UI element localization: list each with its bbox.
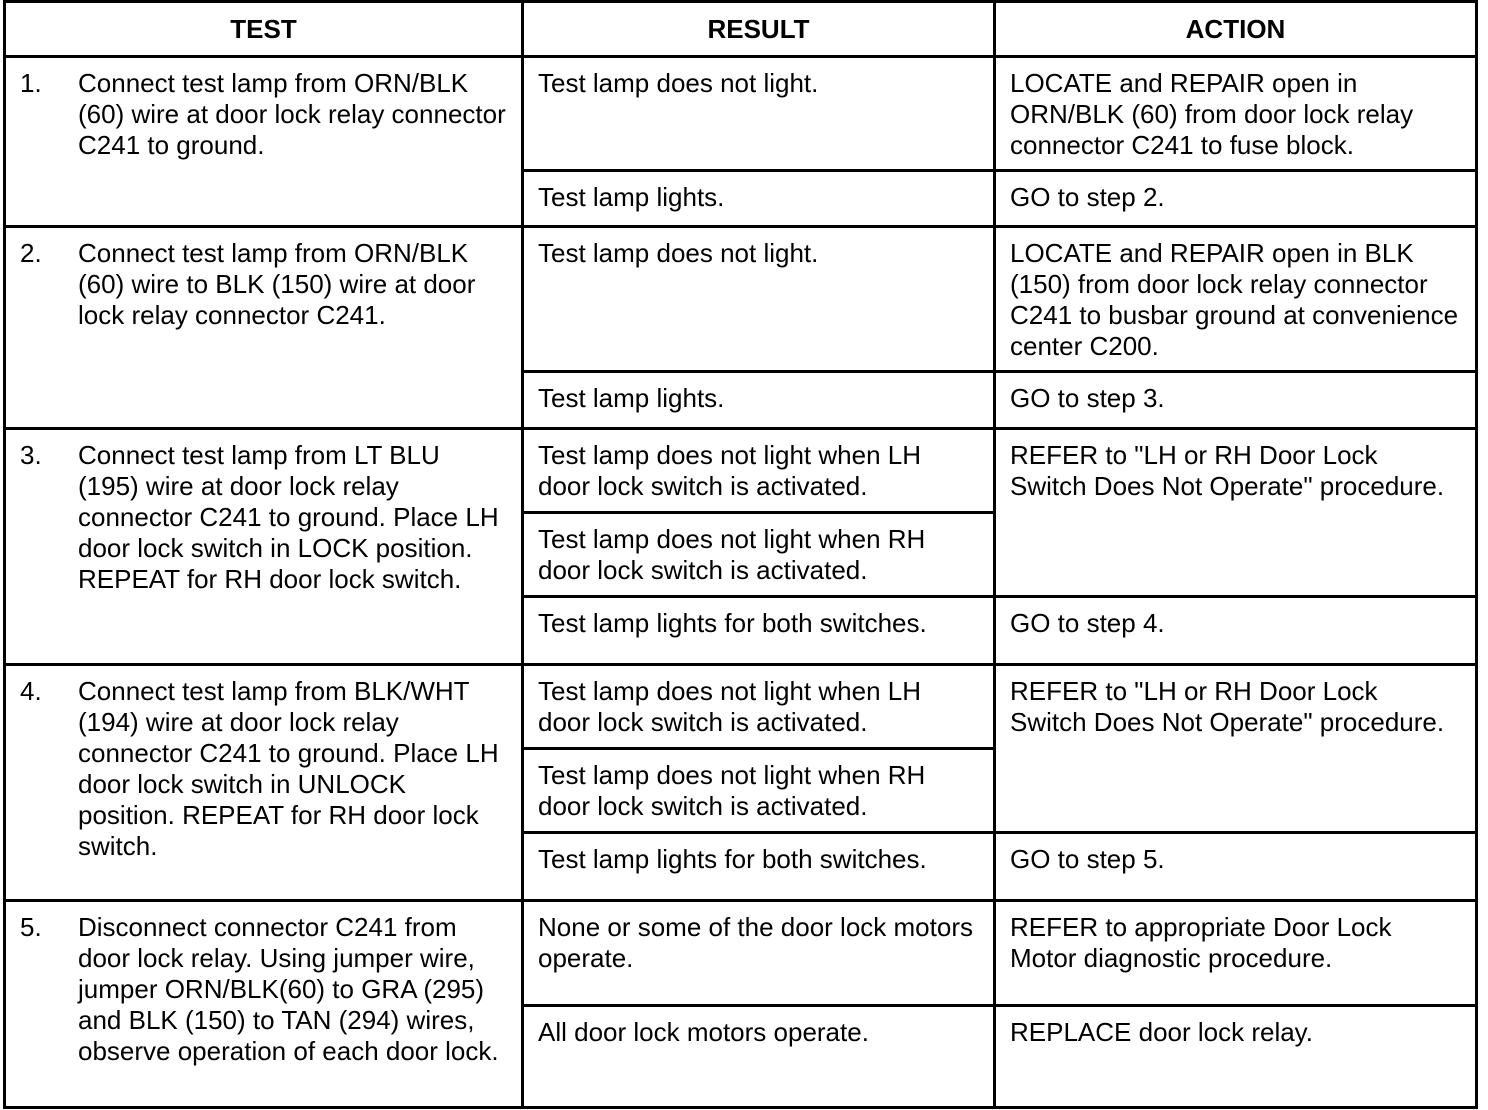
test-cell-1: [5, 57, 523, 227]
action-cell: LOCATE and REPAIR open in BLK (150) from door lock relay connector C241 to busbar ground at convenience center C200.: [995, 227, 1477, 372]
step-number: 3.: [20, 440, 42, 470]
action-cell: GO to step 2.: [995, 171, 1477, 227]
table-row: [5, 901, 1477, 1006]
action-cell: GO to step 3.: [995, 372, 1477, 429]
result-cell: Test lamp lights.: [523, 372, 995, 429]
test-text: Connect test lamp from BLK/WHT (194) wire at door lock relay connector C241 to ground. Place LH door lock switch in UNLOCK position. REPEAT for RH door lock switch.: [78, 676, 499, 861]
result-cell: Test lamp does not light when RH door lock switch is activated.: [523, 513, 995, 597]
test-cell-2: [5, 227, 523, 429]
result-cell: Test lamp lights.: [523, 171, 995, 227]
step-number: 2.: [20, 238, 42, 268]
diagnostic-table: [3, 0, 1478, 1109]
result-cell: Test lamp lights for both switches.: [523, 833, 995, 901]
result-cell: Test lamp does not light.: [523, 227, 995, 372]
test-text: Connect test lamp from ORN/BLK (60) wire at door lock relay connector C241 to ground.: [78, 68, 506, 160]
action-cell: GO to step 5.: [995, 833, 1477, 901]
result-cell: Test lamp does not light when RH door lock switch is activated.: [523, 749, 995, 833]
result-cell: All door lock motors operate.: [523, 1006, 995, 1108]
step-number: 1.: [20, 68, 42, 98]
table-row: [5, 429, 1477, 513]
table-row: [5, 57, 1477, 171]
result-cell: Test lamp does not light when LH door lock switch is activated.: [523, 665, 995, 749]
table-row: [5, 665, 1477, 749]
result-cell: Test lamp lights for both switches.: [523, 597, 995, 665]
result-cell: Test lamp does not light.: [523, 57, 995, 171]
test-cell-4: [5, 665, 523, 901]
step-number: 5.: [20, 912, 42, 942]
test-cell-3: [5, 429, 523, 665]
result-cell: Test lamp does not light when LH door lock switch is activated.: [523, 429, 995, 513]
header-row: [5, 2, 1477, 57]
header-test: TEST: [5, 2, 523, 57]
action-cell: REFER to "LH or RH Door Lock Switch Does Not Operate" procedure.: [995, 429, 1477, 597]
test-text: Connect test lamp from LT BLU (195) wire at door lock relay connector C241 to ground. Place LH door lock switch in LOCK position. REPEAT for RH door lock switch.: [78, 440, 499, 594]
header-result: RESULT: [523, 2, 995, 57]
result-cell: None or some of the door lock motors operate.: [523, 901, 995, 1006]
action-cell: GO to step 4.: [995, 597, 1477, 665]
action-cell: REPLACE door lock relay.: [995, 1006, 1477, 1108]
action-cell: REFER to appropriate Door Lock Motor diagnostic procedure.: [995, 901, 1477, 1006]
header-action: ACTION: [995, 2, 1477, 57]
table-row: [5, 227, 1477, 372]
test-text: Disconnect connector C241 from door lock relay. Using jumper wire, jumper ORN/BLK(60) to GRA (295) and BLK (150) to TAN (294) wires, observe operation of each door lock.: [78, 912, 499, 1066]
action-cell: REFER to "LH or RH Door Lock Switch Does Not Operate" procedure.: [995, 665, 1477, 833]
step-number: 4.: [20, 676, 42, 706]
action-cell: LOCATE and REPAIR open in ORN/BLK (60) from door lock relay connector C241 to fuse block.: [995, 57, 1477, 171]
test-cell-5: [5, 901, 523, 1108]
test-text: Connect test lamp from ORN/BLK (60) wire to BLK (150) wire at door lock relay connector C241.: [78, 238, 476, 330]
